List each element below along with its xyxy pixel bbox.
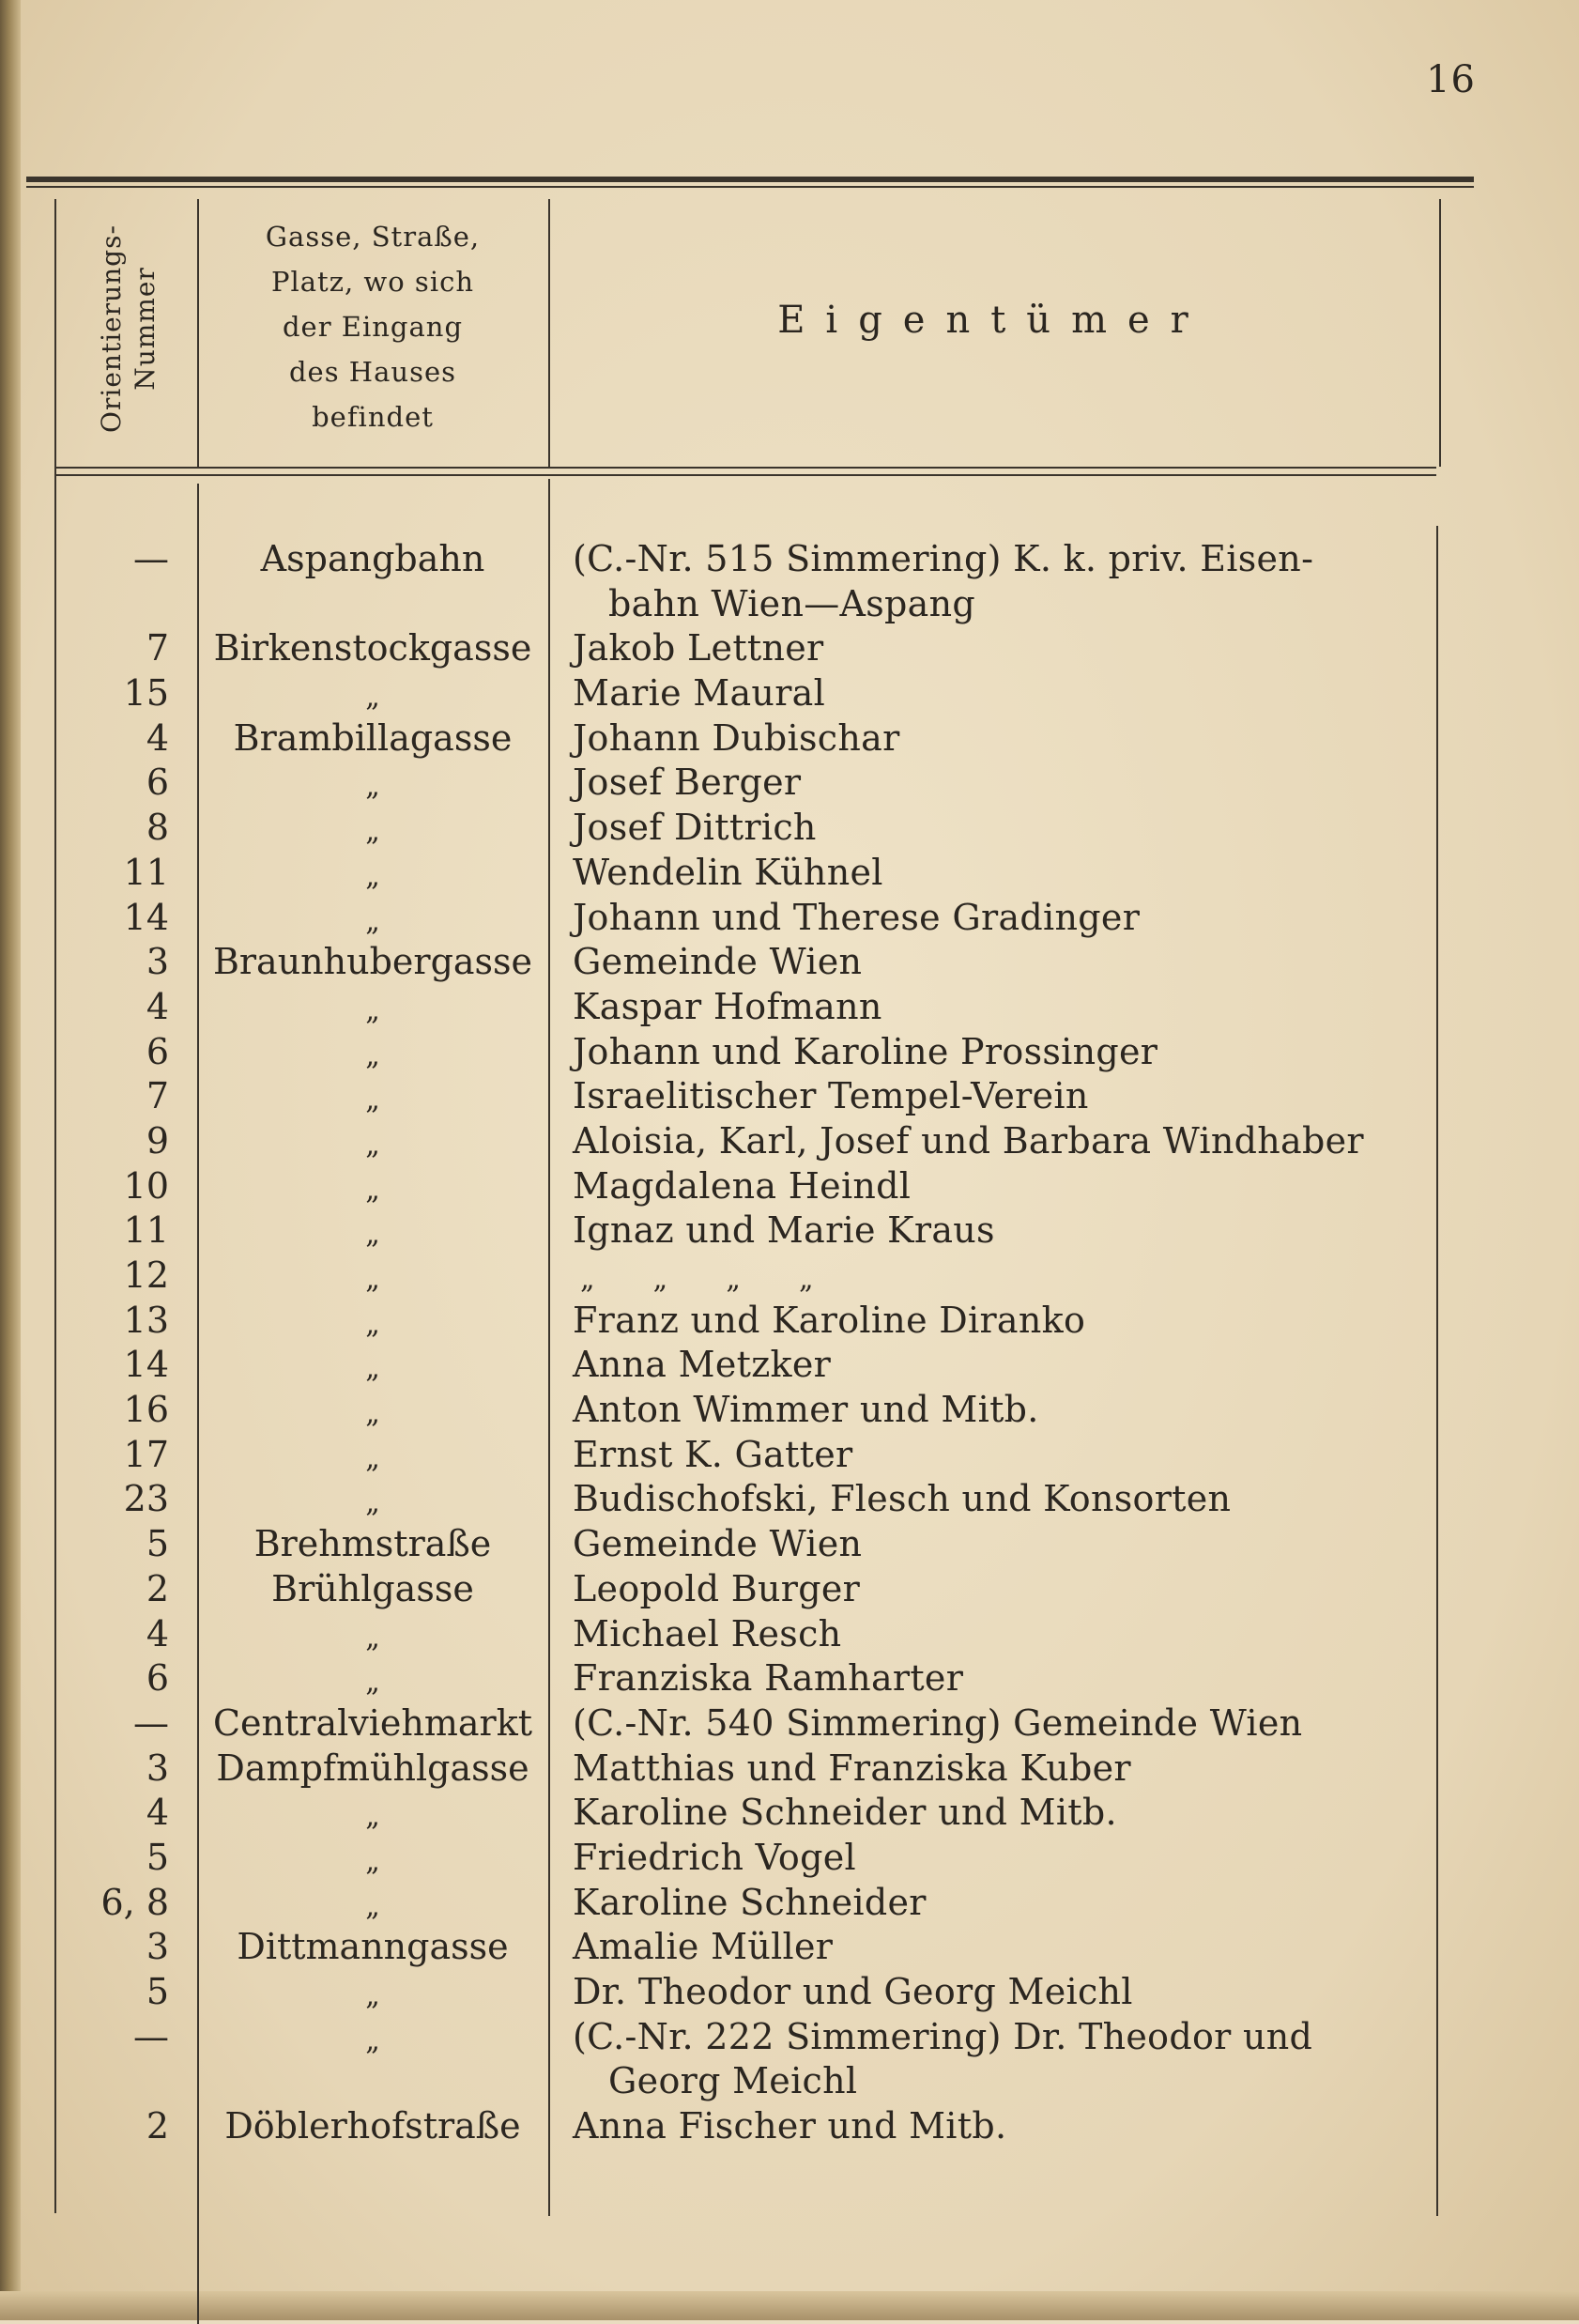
table-row bbox=[0, 671, 1579, 716]
column-rule-1 bbox=[197, 199, 199, 467]
table-row bbox=[0, 1656, 1579, 1701]
top-rule-thick bbox=[26, 177, 1474, 182]
column-rule-2 bbox=[548, 199, 550, 467]
orientation-number: — bbox=[133, 538, 169, 579]
owner-name: Wendelin Kühnel bbox=[573, 851, 883, 893]
owner-name: Dr. Theodor und Georg Meichl bbox=[573, 1971, 1133, 2013]
owner-name: Karoline Schneider und Mitb. bbox=[573, 1792, 1117, 1834]
owner-name: Anna Metzker bbox=[573, 1344, 832, 1386]
street-ditto-mark: „ bbox=[365, 859, 380, 893]
street-name: Aspangbahn bbox=[260, 538, 485, 579]
street-ditto-mark: „ bbox=[365, 2024, 380, 2057]
header-owner: Eigentümer bbox=[777, 299, 1209, 342]
owner-name: (C.-Nr. 540 Simmering) Gemeinde Wien bbox=[573, 1701, 1303, 1744]
owner-continuation: Georg Meichl bbox=[608, 2060, 858, 2102]
street-ditto-mark: „ bbox=[365, 1218, 380, 1252]
owner-line: (C.-Nr. 222 Simmering) Dr. Theodor und bbox=[573, 2015, 1313, 2057]
owner-name: Jakob Lettner bbox=[573, 627, 824, 669]
table-row bbox=[0, 1747, 1579, 1792]
orientation-number: 16 bbox=[123, 1389, 169, 1431]
orientation-number: 3 bbox=[146, 941, 169, 983]
orientation-number: 5 bbox=[146, 1971, 169, 2013]
table-row bbox=[0, 537, 1579, 626]
table-row bbox=[0, 1164, 1579, 1209]
table-row bbox=[0, 1119, 1579, 1164]
table-row bbox=[0, 806, 1579, 851]
table-row bbox=[0, 2104, 1579, 2149]
street-ditto-mark: „ bbox=[365, 1441, 380, 1475]
orientation-number: 2 bbox=[146, 2105, 169, 2147]
owner-name: Gemeinde Wien bbox=[573, 1523, 863, 1565]
orientation-number: 14 bbox=[123, 1344, 169, 1386]
owner-name: Franziska Ramharter bbox=[573, 1657, 964, 1700]
table-row bbox=[0, 940, 1579, 985]
table-row bbox=[0, 1925, 1579, 1970]
owner-name: Kaspar Hofmann bbox=[573, 985, 882, 1027]
street-name: Brühlgasse bbox=[271, 1567, 474, 1609]
table-row bbox=[0, 1254, 1579, 1299]
street-name: Birkenstockgasse bbox=[213, 627, 532, 669]
table-row bbox=[0, 985, 1579, 1030]
table-row bbox=[0, 716, 1579, 762]
street-name: Döblerhofstraße bbox=[224, 2105, 521, 2147]
street-ditto-mark: „ bbox=[365, 681, 380, 715]
orientation-number: 6 bbox=[146, 1657, 169, 1700]
owner-name: Ernst K. Gatter bbox=[573, 1433, 853, 1475]
orientation-number: — bbox=[133, 2015, 169, 2057]
orientation-number: 4 bbox=[146, 1792, 169, 1834]
owner-continuation: bahn Wien—Aspang bbox=[608, 582, 976, 624]
owner-name: Gemeinde Wien bbox=[573, 941, 863, 983]
table-row bbox=[0, 1567, 1579, 1612]
orientation-number: 6 bbox=[146, 1030, 169, 1072]
header-rule-lower bbox=[56, 474, 1436, 476]
street-ditto-mark: „ bbox=[365, 1084, 380, 1117]
table-row bbox=[0, 1522, 1579, 1567]
owner-name: Marie Maural bbox=[573, 672, 826, 715]
street-ditto-mark: „ bbox=[365, 1397, 380, 1431]
header-street-line: Platz, wo sich bbox=[270, 266, 475, 298]
page-bottom-edge bbox=[0, 2291, 1579, 2320]
street-ditto-mark: „ bbox=[365, 770, 380, 804]
owner-name: Johann Dubischar bbox=[573, 716, 900, 759]
table-row bbox=[0, 1970, 1579, 2015]
street-ditto-mark: „ bbox=[365, 1039, 380, 1072]
orientation-number: 5 bbox=[146, 1523, 169, 1565]
owner-name: Magdalena Heindl bbox=[573, 1164, 912, 1207]
page-number: 16 bbox=[1426, 58, 1476, 101]
table-row bbox=[0, 1612, 1579, 1657]
orientation-number: — bbox=[133, 1701, 169, 1744]
header-street bbox=[199, 214, 546, 439]
table-row bbox=[0, 626, 1579, 671]
street-name: Centralviehmarkt bbox=[212, 1701, 532, 1744]
street-ditto-mark: „ bbox=[365, 1889, 380, 1923]
orientation-number: 17 bbox=[123, 1433, 169, 1475]
header-street-line: Gasse, Straße, bbox=[265, 221, 481, 253]
orientation-number: 4 bbox=[146, 1612, 169, 1655]
owner-name bbox=[573, 537, 1432, 626]
street-ditto-mark: „ bbox=[365, 1621, 380, 1655]
owner-name: Matthias und Franziska Kuber bbox=[573, 1747, 1131, 1789]
street-ditto-mark: „ bbox=[365, 815, 380, 849]
street-name: Dampfmühlgasse bbox=[216, 1747, 529, 1789]
street-name: Braunhubergasse bbox=[212, 941, 533, 983]
owner-name: Johann und Karoline Prossinger bbox=[573, 1030, 1158, 1072]
street-ditto-mark: „ bbox=[365, 993, 380, 1027]
table-row bbox=[0, 896, 1579, 941]
orientation-number: 3 bbox=[146, 1926, 169, 1968]
street-ditto-mark: „ bbox=[365, 1844, 380, 1878]
street-ditto-mark: „ bbox=[365, 1352, 380, 1386]
register-table bbox=[0, 537, 1579, 2149]
street-ditto-mark: „ bbox=[365, 1800, 380, 1834]
orientation-number: 15 bbox=[123, 672, 169, 715]
orientation-number: 23 bbox=[123, 1478, 169, 1520]
owner-ditto-marks: „ „ „ „ bbox=[580, 1263, 814, 1297]
owner-name: Anna Fischer und Mitb. bbox=[573, 2105, 1007, 2147]
orientation-number: 10 bbox=[123, 1164, 169, 1207]
orientation-number: 6, 8 bbox=[100, 1881, 169, 1923]
owner-name: Israelitischer Tempel-Verein bbox=[573, 1075, 1089, 1117]
orientation-number: 6 bbox=[146, 762, 169, 804]
table-row bbox=[0, 1074, 1579, 1119]
street-name: Dittmanngasse bbox=[237, 1926, 509, 1968]
owner-name: Ignaz und Marie Kraus bbox=[573, 1209, 995, 1252]
street-ditto-mark: „ bbox=[365, 1173, 380, 1207]
street-name: Brambillagasse bbox=[233, 716, 513, 759]
header-street-line: befindet bbox=[312, 401, 434, 433]
owner-name: Franz und Karoline Diranko bbox=[573, 1299, 1086, 1341]
street-ditto-mark: „ bbox=[365, 1979, 380, 2013]
orientation-number: 8 bbox=[146, 807, 169, 849]
table-row bbox=[0, 1343, 1579, 1388]
owner-name: Anton Wimmer und Mitb. bbox=[573, 1389, 1039, 1431]
orientation-number: 4 bbox=[146, 985, 169, 1027]
orientation-number: 9 bbox=[146, 1119, 169, 1162]
header-street-line: der Eingang bbox=[282, 311, 464, 343]
table-row bbox=[0, 851, 1579, 896]
owner-name: Budischofski, Flesch und Konsorten bbox=[573, 1478, 1232, 1520]
table-row bbox=[0, 1836, 1579, 1881]
table-row bbox=[0, 1388, 1579, 1433]
owner-name: Michael Resch bbox=[573, 1612, 842, 1655]
table-row bbox=[0, 1208, 1579, 1254]
street-ditto-mark: „ bbox=[365, 904, 380, 938]
table-row bbox=[0, 1701, 1579, 1747]
street-name: Brehmstraße bbox=[253, 1523, 492, 1565]
owner-name: Leopold Burger bbox=[573, 1567, 861, 1609]
table-row bbox=[0, 1881, 1579, 1926]
orientation-number: 5 bbox=[146, 1836, 169, 1878]
owner-name: Friedrich Vogel bbox=[573, 1836, 856, 1878]
street-ditto-mark: „ bbox=[365, 1486, 380, 1520]
owner-name: Amalie Müller bbox=[573, 1926, 834, 1968]
owner-line: (C.-Nr. 515 Simmering) K. k. priv. Eisen- bbox=[573, 538, 1314, 579]
orientation-number: 11 bbox=[123, 851, 169, 893]
orientation-number: 13 bbox=[123, 1299, 169, 1341]
owner-name: Josef Berger bbox=[573, 762, 802, 804]
street-ditto-mark: „ bbox=[365, 1666, 380, 1700]
header-orientation-number bbox=[58, 202, 199, 455]
owner-name: Johann und Therese Gradinger bbox=[573, 896, 1141, 938]
owner-name: Karoline Schneider bbox=[573, 1881, 927, 1923]
street-ditto-mark: „ bbox=[365, 1263, 380, 1297]
owner-name bbox=[573, 2015, 1432, 2104]
header-orientation-line1: Orientierungs- bbox=[96, 224, 128, 433]
owner-name: Josef Dittrich bbox=[573, 807, 817, 849]
orientation-number: 4 bbox=[146, 716, 169, 759]
table-row bbox=[0, 1030, 1579, 1075]
table-row bbox=[0, 1791, 1579, 1836]
orientation-number: 12 bbox=[123, 1254, 169, 1297]
orientation-number: 3 bbox=[146, 1747, 169, 1789]
header-orientation-line2: Nummer bbox=[130, 267, 161, 391]
orientation-number: 11 bbox=[123, 1209, 169, 1252]
table-row bbox=[0, 2015, 1579, 2104]
orientation-number: 14 bbox=[123, 896, 169, 938]
table-row bbox=[0, 1299, 1579, 1344]
street-ditto-mark: „ bbox=[365, 1307, 380, 1341]
table-row bbox=[0, 1477, 1579, 1522]
column-rule-right bbox=[1439, 199, 1441, 467]
orientation-number: 7 bbox=[146, 627, 169, 669]
owner-name: Aloisia, Karl, Josef und Barbara Windhaber bbox=[573, 1119, 1364, 1162]
header-street-line: des Hauses bbox=[288, 356, 456, 388]
orientation-number: 2 bbox=[146, 1567, 169, 1609]
street-ditto-mark: „ bbox=[365, 1128, 380, 1162]
header-rule-upper bbox=[56, 467, 1436, 469]
table-row bbox=[0, 761, 1579, 806]
table-row bbox=[0, 1433, 1579, 1478]
top-rule-thin bbox=[26, 186, 1474, 188]
orientation-number: 7 bbox=[146, 1075, 169, 1117]
